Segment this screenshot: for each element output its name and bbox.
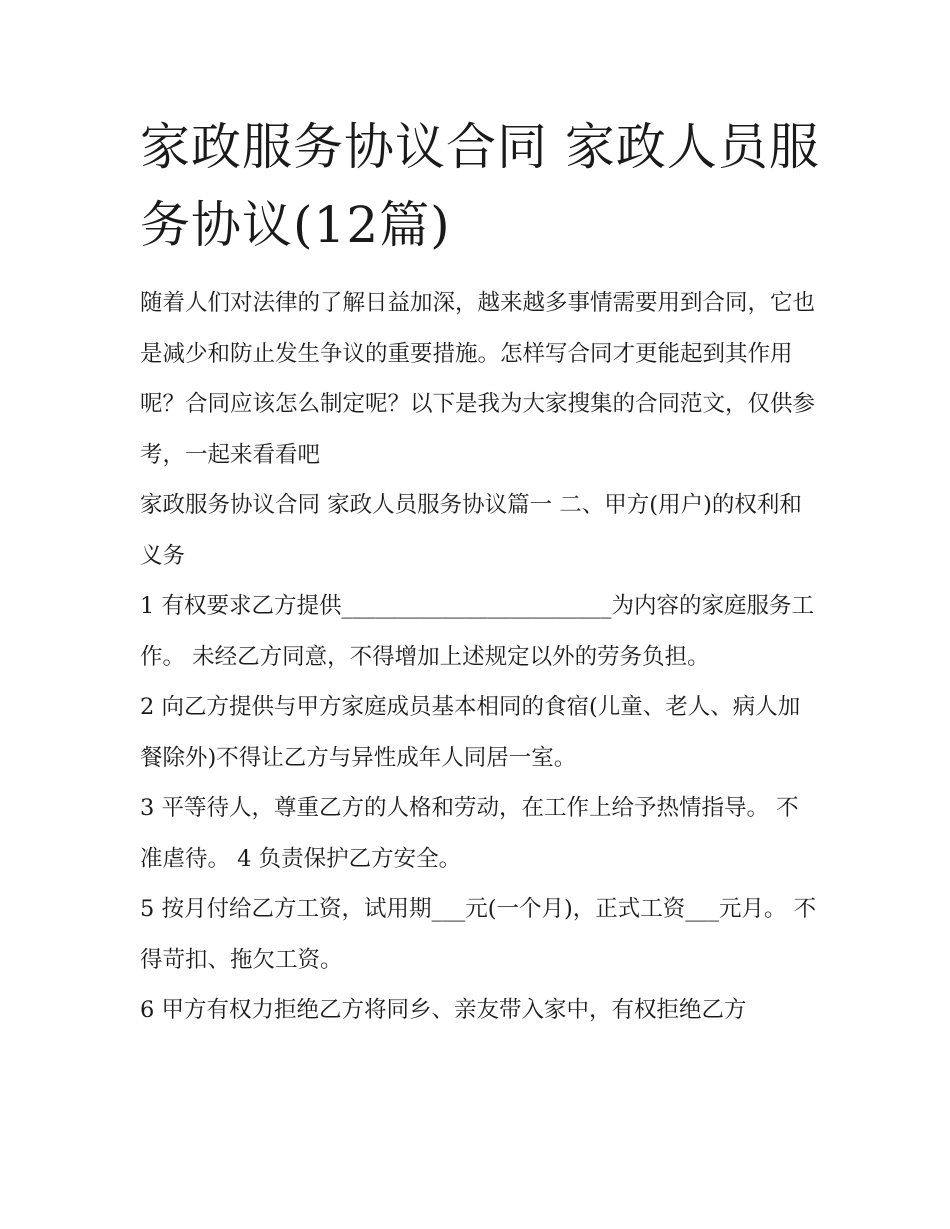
document-title: 家政服务协议合同 家政人员服务协议(12篇) <box>140 118 820 254</box>
paragraph-intro: 随着人们对法律的了解日益加深，越来越多事情需要用到合同，它也是减少和防止发生争议的重要措施。怎样写合同才更能起到其作用呢？合同应该怎么制定呢？以下是我为大家搜集的合同范文，仅供参考，一起来看看吧 <box>140 290 816 468</box>
paragraph-section-heading: 家政服务协议合同 家政人员服务协议篇一 二、甲方(用户)的权利和义务 <box>140 492 802 569</box>
paragraph-item-1: 1 有权要求乙方提供________________________为内容的家庭服务工作。 未经乙方同意，不得增加上述规定以外的劳务负担。 <box>140 593 814 670</box>
paragraph-item-6: 6 甲方有权力拒绝乙方将同乡、亲友带入家中，有权拒绝乙方 <box>140 997 747 1023</box>
paragraph-item-2: 2 向乙方提供与甲方家庭成员基本相同的食宿(儿童、老人、病人加餐除外)不得让乙方与异性成年人同居一室。 <box>140 694 801 771</box>
paragraph-item-5: 5 按月付给乙方工资，试用期___元(一个月)，正式工资___元月。 不得苛扣、拖欠工资。 <box>140 896 817 973</box>
paragraph-item-3-4: 3 平等待人，尊重乙方的人格和劳动，在工作上给予热情指导。 不准虐待。 4 负责保护乙方安全。 <box>140 795 799 872</box>
document-page <box>140 108 820 1036</box>
